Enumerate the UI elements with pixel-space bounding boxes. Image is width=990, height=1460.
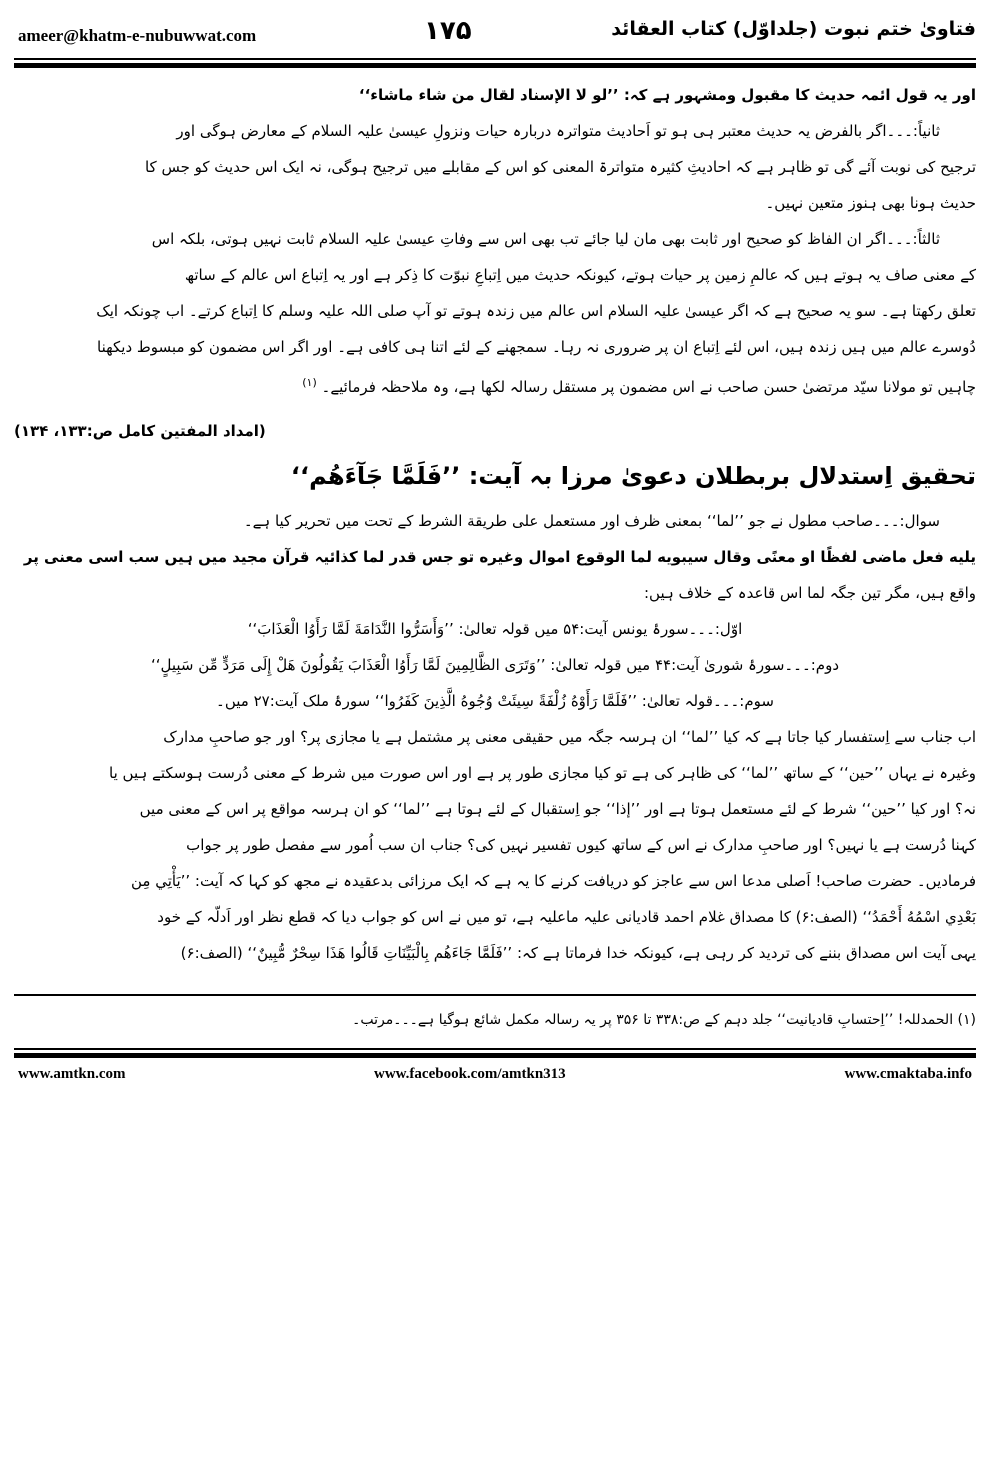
- question-line: یہی آیت اس مصداق بننے کی تردید کر رہی ہے، کیونکہ خدا فرماتا ہے کہ: ’’فَلَمَّا جَاءَهُم بِالْبَيِّنَاتِ قَالُوا هَذَا سِحْرٌ مُّبِينٌ‘‘ (الصف:۶): [180, 944, 976, 962]
- question-line: سوال:۔۔۔صاحب مطول نے جو ’’لما‘‘ بمعنی ظرف اور مستعمل علی طریقة الشرط کے تحت میں تحریر کیا ہے۔: [243, 512, 940, 530]
- question-line: اب جناب سے اِستفسار کیا جاتا ہے کہ کیا ’’لما‘‘ ان ہرسہ جگہ میں حقیقی معنی پر مشتمل ہے یا مجازی پر؟ اور جو صاحبِ مدارک: [163, 728, 976, 746]
- header-rule-thin: [14, 58, 976, 60]
- book-title: فتاویٰ ختم نبوت (جلداوّل) کتاب العقائد: [611, 18, 976, 40]
- section-heading: تحقیق اِستدلال بربطلان دعویٰ مرزا بہ آیت: ’’فَلَمَّا جَآءَهُم‘‘: [290, 462, 976, 490]
- footnote: (۱) الحمدللہ! ’’اِحتسابِ قادیانیت‘‘ جلد دہم کے ص:۳۳۸ تا ۳۵۶ پر یہ رسالہ مکمل شائع ہوگیا ہے۔۔۔مرتب۔: [352, 1012, 976, 1028]
- reference-citation: (امداد المفتین کامل ص:۱۳۳، ۱۳۴): [14, 422, 266, 440]
- body-line-text: چاہیں تو مولانا سیّد مرتضیٰ حسن صاحب نے اس مضمون پر مستقل رسالہ لکھا ہے، وہ ملاحظہ فرمائیے۔: [321, 378, 976, 396]
- body-text: [14, 68, 976, 968]
- body-line: تعلق رکھتا ہے۔ سو یہ صحیح ہے کہ اگر عیسیٰ علیہ السلام اس عالم میں زندہ ہوتے تو آپ صلی اللہ علیہ وسلم کا اِتباع کرتے۔ اب چونکہ ایک: [96, 302, 976, 320]
- footer-link-amtkn[interactable]: www.amtkn.com: [18, 1066, 126, 1082]
- question-line: کہنا دُرست ہے یا نہیں؟ اور صاحبِ مدارک نے اس کے ساتھ کیوں تفسیر نہیں کی؟ جناب ان سب اُمور سے مفصل طور پر جواب: [186, 836, 976, 854]
- page-header: [14, 0, 976, 58]
- question-line: دوم:۔۔۔سورۂ شوریٰ آیت:۴۴ میں قولہ تعالیٰ: ’’وَتَرَى الظَّالِمِينَ لَمَّا رَأَوُا الْعَذَابَ يَقُولُونَ هَلْ إِلَى مَرَدٍّ مِّن سَبِيلٍ‘‘: [150, 656, 840, 674]
- page-number: ۱۷۵: [424, 16, 472, 46]
- footer-link-facebook[interactable]: www.facebook.com/amtkn313: [374, 1066, 566, 1082]
- question-line: سوم:۔۔۔قولہ تعالیٰ: ’’فَلَمَّا رَأَوْهُ زُلْفَةً سِيئَتْ وُجُوهُ الَّذِينَ كَفَرُوا‘‘ سورۂ ملک آیت:۲۷ میں۔: [216, 692, 774, 710]
- body-line: ثانیاً:۔۔۔اگر بالفرض یہ حدیث معتبر ہی ہو تو اَحادیث متواترہ دربارہ حیات ونزولِ عیسیٰ علیہ السلام کے معارض ہوگی اور: [176, 122, 940, 140]
- body-line: ثالثاً:۔۔۔اگر ان الفاظ کو صحیح اور ثابت بھی مان لیا جائے تب بھی اس سے وفاتِ عیسیٰ علیہ السلام ثابت نہیں ہوتی، بلکہ اس: [151, 230, 940, 248]
- question-line: واقع ہیں، مگر تین جگہ لما اس قاعدہ کے خلاف ہیں:: [643, 584, 976, 602]
- question-line: اوّل:۔۔۔سورۂ یونس آیت:۵۴ میں قولہ تعالیٰ: ’’وَأَسَرُّوا النَّدَامَةَ لَمَّا رَأَوُا الْعَذَابَ‘‘: [247, 620, 743, 638]
- footer-rule-thin: [14, 1048, 976, 1050]
- question-line: یلیه فعل ماضی لفظًا او معنًی وقال سیبویه لما الوقوع اموال وغیره تو جس قدر لما کذائیہ قرآن مجید میں ہیں سب اسی معنی پر: [23, 548, 976, 566]
- footnote-marker[interactable]: (۱): [302, 376, 317, 389]
- question-line: بَعْدِي اسْمُهُ أَحْمَدُ‘‘ (الصف:۶) کا مصداق غلام احمد قادیانی علیہ ماعلیہ ہے، تو میں نے اس کو جواب دیا کہ قطع نظر اور اَدلّہ کے خود: [157, 908, 976, 926]
- body-line: اور یہ قول ائمہ حدیث کا مقبول ومشہور ہے کہ: ’’لو لا الإسناد لقال من شاء ماشاء‘‘: [358, 86, 976, 104]
- question-line: نہ؟ اور کیا ’’حین‘‘ شرط کے لئے مستعمل ہوتا ہے اور ’’إذا‘‘ جو اِستقبال کے لئے ہوتا ہے ’’لما‘‘ کو ان ہرسہ مواقع پر اس کے معنی میں: [139, 800, 976, 818]
- body-line: کے معنی صاف یہ ہوتے ہیں کہ عالمِ زمین پر حیات ہوتے، کیونکہ حدیث میں اِتباعِ نبوّت کا ذِکر ہے اور یہ اِتباع اس عالم کے ساتھ: [184, 266, 976, 284]
- question-line: وغیرہ نے یہاں ’’حین‘‘ کے ساتھ ’’لما‘‘ کی ظاہر کی ہے تو کیا مجازی طور پر ہے اور اس صورت میں شرط کے معنی دُرست ہوسکتے ہیں یا: [109, 764, 976, 782]
- body-line: [14, 368, 976, 402]
- question-line: فرمادیں۔ حضرت صاحب! اَصلی مدعا اس سے عاجز کو دریافت کرنے کا یہ ہے کہ ایک مرزائی بدعقیدہ نے مجھ کو کہا کہ آیت: ’’يَأْتِي مِن: [130, 872, 976, 890]
- header-email[interactable]: ameer@khatm-e-nubuwwat.com: [18, 26, 257, 45]
- body-line: ترجیح کی نوبت آئے گی تو ظاہر ہے کہ احادیثِ کثیرہ متواترۃ المعنی کو اس کے مقابلے میں ترجیح ہوگی، نہ ایک اس حدیث کو جس کا: [144, 158, 976, 176]
- footer-link-cmaktaba[interactable]: www.cmaktaba.info: [844, 1066, 972, 1082]
- page-footer: [14, 1058, 976, 1096]
- body-line: حدیث ہونا بھی ہنوز متعین نہیں۔: [765, 194, 976, 212]
- body-line: دُوسرے عالم میں ہیں زندہ ہیں، اس لئے اِتباع ان پر ضروری نہ رہا۔ سمجھنے کے لئے اتنا ہی کافی ہے۔ اور اگر اس مضمون کو مبسوط دیکھنا: [97, 338, 976, 356]
